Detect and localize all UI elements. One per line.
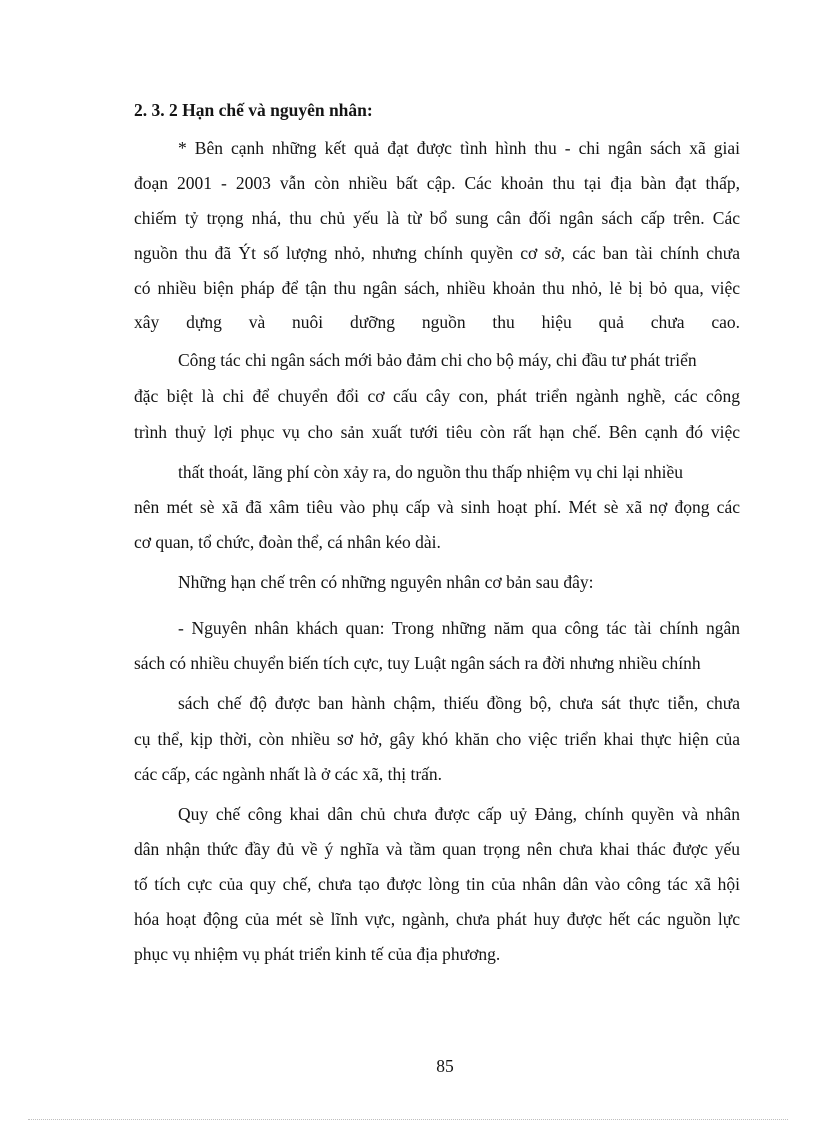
paragraph-line: chiếm tỷ trọng nhá, thu chủ yếu là từ bổ sung cân đối ngân sách cấp trên. Các — [134, 208, 740, 228]
paragraph-line: sách chế độ được ban hành chậm, thiếu đồng bộ, chưa sát thực tiễn, chưa — [178, 693, 740, 713]
paragraph-line: hóa hoạt động của mét sè lĩnh vực, ngành, chưa phát huy được hết các nguồn lực — [134, 909, 740, 929]
paragraph-line: dân nhận thức đầy đủ về ý nghĩa và tầm quan trọng nên chưa khai thác được yếu — [134, 839, 740, 859]
section-heading: 2. 3. 2 Hạn chế và nguyên nhân: — [134, 100, 373, 120]
paragraph-line: xây dựng và nuôi dưỡng nguồn thu hiệu quả chưa cao. — [134, 312, 740, 332]
paragraph-line: nên mét sè xã đã xâm tiêu vào phụ cấp và sinh hoạt phí. Mét sè xã nợ đọng các — [134, 497, 740, 517]
paragraph-line: cụ thể, kịp thời, còn nhiều sơ hở, gây khó khăn cho việc triển khai thực hiện của — [134, 729, 740, 749]
paragraph-line: sách có nhiều chuyển biến tích cực, tuy Luật ngân sách ra đời nhưng nhiều chính — [134, 653, 701, 673]
paragraph-line: trình thuỷ lợi phục vụ cho sản xuất tưới tiêu còn rất hạn chế. Bên cạnh đó việc — [134, 422, 740, 442]
paragraph-line: phục vụ nhiệm vụ phát triển kinh tế của địa phương. — [134, 944, 501, 964]
page-number: 85 — [436, 1056, 454, 1076]
paragraph-line: tố tích cực của quy chế, chưa tạo được lòng tin của nhân dân vào công tác xã hội — [134, 874, 740, 894]
paragraph-line: đoạn 2001 - 2003 vẫn còn nhiều bất cập. Các khoản thu tại địa bàn đạt thấp, — [134, 173, 740, 193]
page-bottom-divider — [28, 1119, 788, 1120]
paragraph-line: - Nguyên nhân khách quan: Trong những năm qua công tác tài chính ngân — [178, 618, 740, 638]
paragraph-line: cơ quan, tổ chức, đoàn thể, cá nhân kéo dài. — [134, 532, 441, 552]
paragraph-line: các cấp, các ngành nhất là ở các xã, thị trấn. — [134, 764, 443, 784]
paragraph-line: * Bên cạnh những kết quả đạt được tình hình thu - chi ngân sách xã giai — [178, 138, 740, 158]
paragraph-line: nguồn thu đã Ýt số lượng nhỏ, nhưng chính quyền cơ sở, các ban tài chính chưa — [134, 243, 740, 263]
paragraph-line: đặc biệt là chi để chuyển đổi cơ cấu cây con, phát triển ngành nghề, các công — [134, 386, 740, 406]
paragraph-line: Quy chế công khai dân chủ chưa được cấp uỷ Đảng, chính quyền và nhân — [178, 804, 740, 824]
paragraph-line: Những hạn chế trên có những nguyên nhân cơ bản sau đây: — [178, 572, 594, 592]
paragraph-line: Công tác chi ngân sách mới bảo đảm chi cho bộ máy, chi đầu tư phát triển — [178, 350, 697, 370]
paragraph-line: thất thoát, lãng phí còn xảy ra, do nguồn thu thấp nhiệm vụ chi lại nhiều — [178, 462, 683, 482]
paragraph-line: có nhiều biện pháp để tận thu ngân sách, nhiều khoản thu nhỏ, lẻ bị bỏ qua, việc — [134, 278, 740, 298]
